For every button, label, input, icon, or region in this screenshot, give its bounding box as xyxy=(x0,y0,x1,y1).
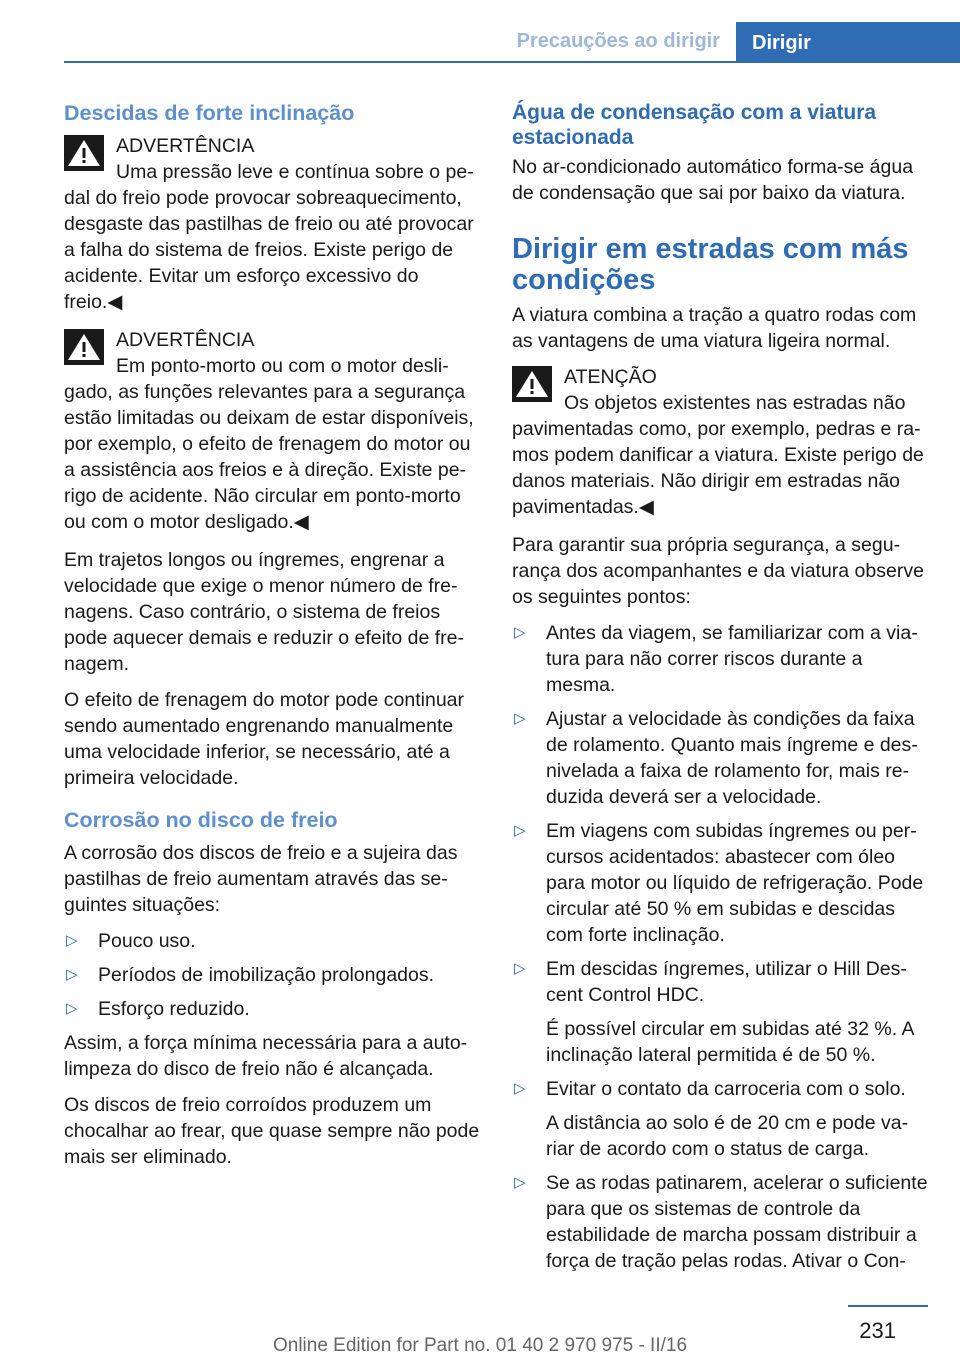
triangle-right-bullet-icon: ▷ xyxy=(514,1174,526,1191)
triangle-right-bullet-icon: ▷ xyxy=(514,624,526,641)
warning-triangle-icon xyxy=(64,329,104,365)
triangle-right-bullet-icon: ▷ xyxy=(514,960,526,977)
triangle-right-bullet-icon: ▷ xyxy=(66,932,78,949)
page-header xyxy=(0,0,960,62)
paragraph: A corrosão dos discos de freio e a sujeira das pastilhas de freio aumentam através das seguintes situações: xyxy=(64,842,458,916)
triangle-right-bullet-icon: ▷ xyxy=(66,1000,78,1017)
list-item: ▷ Ajustar a velocidade às condições da faixa de rolamento. Quanto mais íngreme e desnivelada a faixa de rolamento for, mais reduzida deverá ser a velocidade. xyxy=(514,708,918,808)
triangle-right-bullet-icon: ▷ xyxy=(514,710,526,727)
list-item-continuation: É possível circular em subidas até 32 %. A inclinação lateral permitida é de 50 %. xyxy=(546,1018,914,1066)
warning-text: Os objetos existentes nas estradas não pavimentadas como, por exemplo, pedras e ramos podem danificar a viatura. Existe perigo de danos materiais. Não dirigir em estradas não pavimentadas.◀ xyxy=(512,392,924,518)
paragraph: O efeito de frenagem do motor pode continuar sendo aumentado engrenando manualmente uma velocidade inferior, se necessário, até a primeira velocidade. xyxy=(64,689,464,789)
list-item: ▷ Em descidas íngremes, utilizar o Hill Descent Control HDC. É possível circular em subidas até 32 %. A inclinação lateral permitida é de 50 %. xyxy=(512,956,928,1068)
list-item: ▷ Evitar o contato da carroceria com o solo. A distância ao solo é de 20 cm e pode variar de acordo com o status de carga. xyxy=(512,1076,928,1162)
triangle-right-bullet-icon: ▷ xyxy=(514,1080,526,1097)
warning-block xyxy=(64,327,480,535)
heading-descidas: Descidas de forte inclinação xyxy=(64,101,355,125)
warning-text: Uma pressão leve e contínua sobre o pedal do freio pode provocar sobreaquecimento, desgaste das pastilhas de freio ou até provocar a falha do sistema de freios. Existe perigo de acidente. Evitar um esforço excessivo do freio.◀ xyxy=(64,161,474,313)
list-item: ▷ Períodos de imobilização prolongados. xyxy=(66,964,435,986)
heading-corrosao: Corrosão no disco de freio xyxy=(64,808,338,832)
paragraph: Para garantir sua própria segurança, a segurança dos acompanhantes e da viatura observe os seguintes pontos: xyxy=(512,534,924,608)
list-item: ▷ Se as rodas patinarem, acelerar o suficiente para que os sistemas de controle da estabilidade de marcha possam distribuir a força de tração pelas rodas. Ativar o Con- xyxy=(514,1172,928,1272)
paragraph: Assim, a força mínima necessária para a auto-limpeza do disco de freio não é alcançada. xyxy=(64,1032,468,1080)
list-item: ▷ Antes da viagem, se familiarizar com a viatura para não correr riscos durante a mesma. xyxy=(514,622,918,696)
bullet-list xyxy=(64,928,480,1022)
warning-block xyxy=(64,133,480,315)
paragraph: A viatura combina a tração a quatro rodas com as vantagens de uma viatura ligeira normal. xyxy=(512,304,917,352)
list-item: ▷ Pouco uso. xyxy=(66,930,196,952)
list-item-continuation: A distância ao solo é de 20 cm e pode variar de acordo com o status de carga. xyxy=(546,1112,909,1160)
triangle-right-bullet-icon: ▷ xyxy=(66,966,78,983)
header-rule xyxy=(64,61,960,63)
footer-rule xyxy=(848,1305,928,1307)
list-item: ▷ Esforço reduzido. xyxy=(66,998,250,1020)
left-column xyxy=(64,100,480,1180)
right-column xyxy=(512,100,928,1282)
warning-text: Em ponto-morto ou com o motor desligado, as funções relevantes para a segurança estão limitadas ou deixam de estar disponíveis, por exemplo, o efeito de frenagem do motor ou a assistência aos freios e à direção. Existe perigo de acidente. Não circular em ponto-morto ou com o motor desligado.◀ xyxy=(64,355,474,533)
paragraph: No ar-condicionado automático forma-se água de condensação que sai por baixo da viatura. xyxy=(512,156,914,204)
warning-title: ADVERTÊNCIA xyxy=(116,135,255,157)
warning-title: ATENÇÃO xyxy=(564,366,657,388)
heading-agua: Água de condensação com a viatura estacionada xyxy=(512,101,877,149)
edition-footer: Online Edition for Part no. 01 40 2 970 975 - II/16 xyxy=(272,1335,688,1356)
paragraph: Em trajetos longos ou íngremes, engrenar a velocidade que exige o menor número de frenagens. Caso contrário, o sistema de freios pode aquecer demais e reduzir o efeito de frenagem. xyxy=(64,549,464,675)
warning-triangle-icon xyxy=(64,135,104,171)
warning-triangle-icon xyxy=(512,366,552,402)
warning-title: ADVERTÊNCIA xyxy=(116,329,255,351)
page-number: 231 xyxy=(859,1318,896,1343)
heading-estradas: Dirigir em estradas com más condições xyxy=(512,233,909,296)
paragraph: Os discos de freio corroídos produzem um chocalhar ao frear, que quase sempre não pode mais ser eliminado. xyxy=(64,1094,480,1168)
header-section-title: Precauções ao dirigir xyxy=(516,30,720,52)
triangle-right-bullet-icon: ▷ xyxy=(514,822,526,839)
list-item: ▷ Em viagens com subidas íngremes ou percursos acidentados: abastecer com óleo para motor ou líquido de refrigeração. Pode circular até 50 % em subidas e descidas com forte inclinação. xyxy=(514,820,924,946)
warning-block xyxy=(512,364,928,520)
header-chapter-tab: Dirigir xyxy=(736,22,960,62)
bullet-list xyxy=(512,620,928,1274)
